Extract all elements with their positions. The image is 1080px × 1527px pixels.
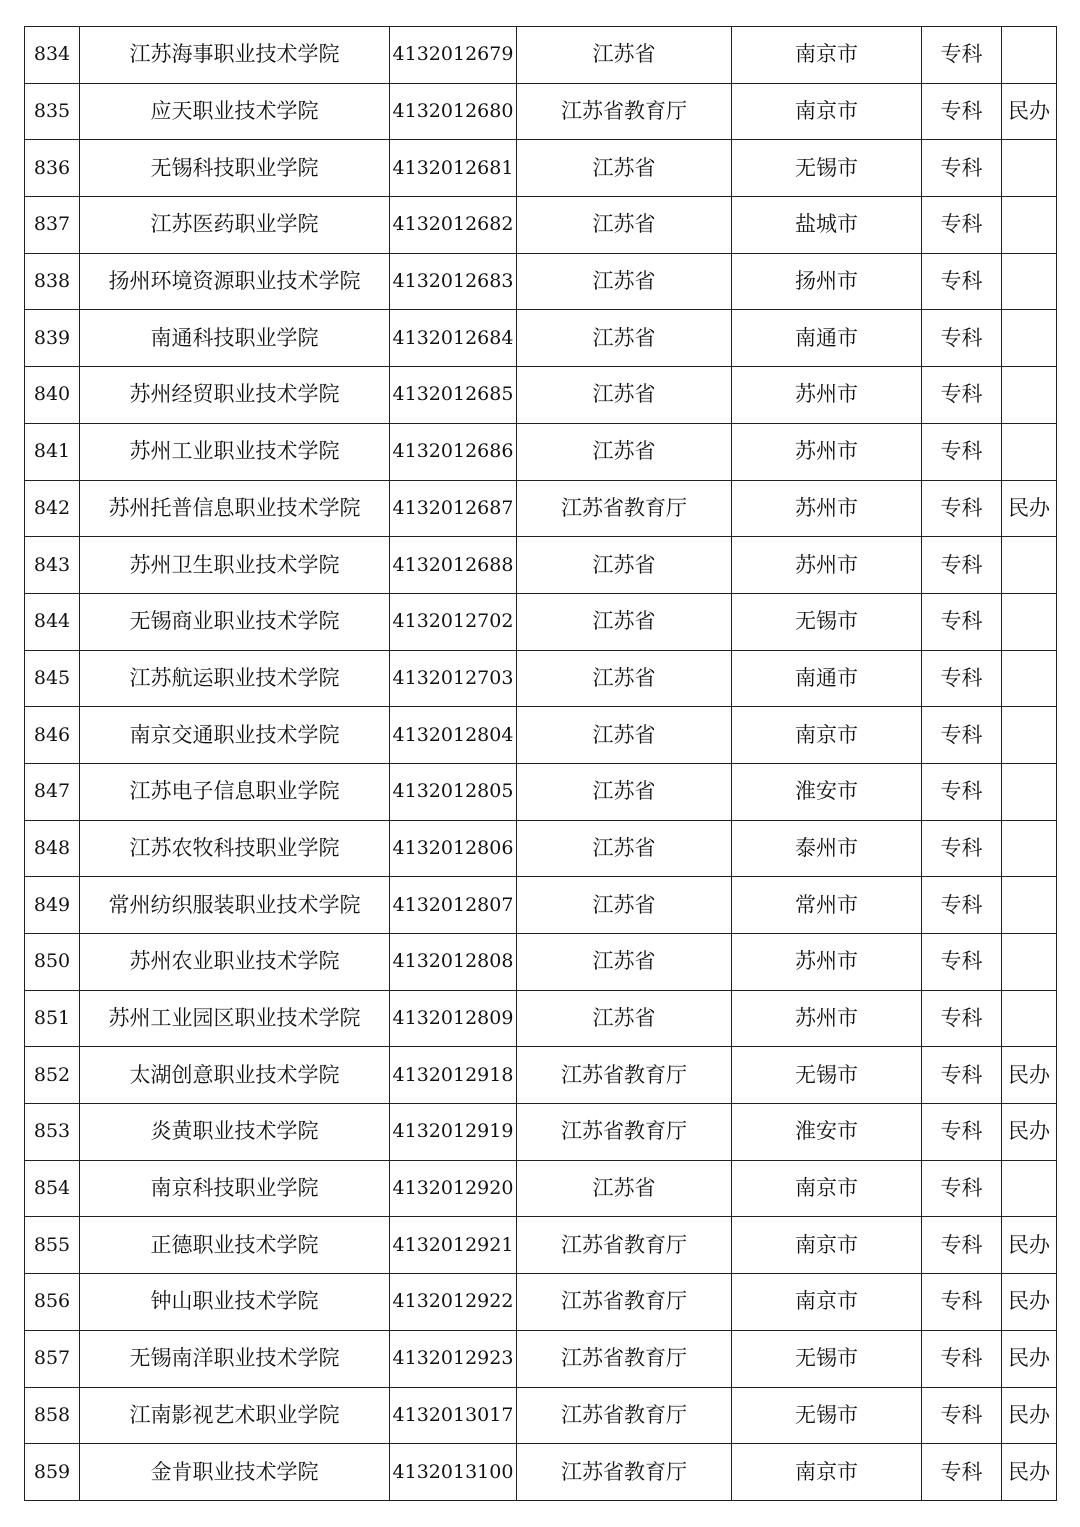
education-level-cell: 专科 (922, 1330, 1002, 1387)
table-row (25, 763, 1057, 820)
institution-name-cell: 江苏电子信息职业学院 (80, 763, 390, 820)
location-city-cell: 南京市 (732, 707, 922, 764)
competent-department-cell: 江苏省教育厅 (517, 1444, 732, 1501)
competent-department-cell: 江苏省教育厅 (517, 1387, 732, 1444)
location-city-cell: 苏州市 (732, 423, 922, 480)
institution-code-cell: 4132013017 (390, 1387, 517, 1444)
location-city-cell: 南京市 (732, 1274, 922, 1331)
competent-department-cell: 江苏省 (517, 820, 732, 877)
location-city-cell: 苏州市 (732, 934, 922, 991)
location-city-cell: 扬州市 (732, 253, 922, 310)
competent-department-cell: 江苏省 (517, 877, 732, 934)
remarks-cell (1002, 423, 1057, 480)
institution-name-cell: 南京科技职业学院 (80, 1160, 390, 1217)
table-row (25, 1274, 1057, 1331)
serial-number-cell: 836 (25, 140, 80, 197)
serial-number-cell: 856 (25, 1274, 80, 1331)
education-level-cell: 专科 (922, 990, 1002, 1047)
competent-department-cell: 江苏省 (517, 310, 732, 367)
location-city-cell: 南京市 (732, 27, 922, 84)
location-city-cell: 无锡市 (732, 1047, 922, 1104)
location-city-cell: 苏州市 (732, 537, 922, 594)
remarks-cell (1002, 310, 1057, 367)
serial-number-cell: 845 (25, 650, 80, 707)
institution-name-cell: 苏州托普信息职业技术学院 (80, 480, 390, 537)
table-row (25, 593, 1057, 650)
remarks-cell: 民办 (1002, 1274, 1057, 1331)
table-row (25, 367, 1057, 424)
competent-department-cell: 江苏省教育厅 (517, 1217, 732, 1274)
competent-department-cell: 江苏省 (517, 197, 732, 254)
table-row (25, 820, 1057, 877)
institution-name-cell: 苏州工业职业技术学院 (80, 423, 390, 480)
remarks-cell (1002, 707, 1057, 764)
location-city-cell: 南京市 (732, 1160, 922, 1217)
competent-department-cell: 江苏省 (517, 593, 732, 650)
remarks-cell (1002, 140, 1057, 197)
institution-code-cell: 4132012679 (390, 27, 517, 84)
serial-number-cell: 857 (25, 1330, 80, 1387)
serial-number-cell: 847 (25, 763, 80, 820)
serial-number-cell: 851 (25, 990, 80, 1047)
institution-code-cell: 4132012922 (390, 1274, 517, 1331)
serial-number-cell: 837 (25, 197, 80, 254)
remarks-cell (1002, 537, 1057, 594)
location-city-cell: 无锡市 (732, 1387, 922, 1444)
education-level-cell: 专科 (922, 1104, 1002, 1161)
institution-code-cell: 4132012806 (390, 820, 517, 877)
remarks-cell (1002, 990, 1057, 1047)
institution-code-cell: 4132012684 (390, 310, 517, 367)
education-level-cell: 专科 (922, 480, 1002, 537)
serial-number-cell: 846 (25, 707, 80, 764)
institution-name-cell: 金肯职业技术学院 (80, 1444, 390, 1501)
competent-department-cell: 江苏省 (517, 934, 732, 991)
education-level-cell: 专科 (922, 763, 1002, 820)
competent-department-cell: 江苏省教育厅 (517, 480, 732, 537)
competent-department-cell: 江苏省教育厅 (517, 83, 732, 140)
education-level-cell: 专科 (922, 1387, 1002, 1444)
competent-department-cell: 江苏省教育厅 (517, 1047, 732, 1104)
remarks-cell: 民办 (1002, 83, 1057, 140)
institution-code-cell: 4132012682 (390, 197, 517, 254)
location-city-cell: 无锡市 (732, 1330, 922, 1387)
institution-code-cell: 4132012920 (390, 1160, 517, 1217)
institution-code-cell: 4132012919 (390, 1104, 517, 1161)
education-level-cell: 专科 (922, 820, 1002, 877)
location-city-cell: 无锡市 (732, 140, 922, 197)
location-city-cell: 淮安市 (732, 763, 922, 820)
table-row (25, 197, 1057, 254)
table-row (25, 537, 1057, 594)
education-level-cell: 专科 (922, 1274, 1002, 1331)
serial-number-cell: 848 (25, 820, 80, 877)
competent-department-cell: 江苏省教育厅 (517, 1330, 732, 1387)
serial-number-cell: 840 (25, 367, 80, 424)
institution-name-cell: 常州纺织服装职业技术学院 (80, 877, 390, 934)
table-row (25, 1387, 1057, 1444)
education-level-cell: 专科 (922, 1444, 1002, 1501)
institution-name-cell: 正德职业技术学院 (80, 1217, 390, 1274)
institution-name-cell: 无锡南洋职业技术学院 (80, 1330, 390, 1387)
serial-number-cell: 842 (25, 480, 80, 537)
table-row (25, 1104, 1057, 1161)
institution-name-cell: 无锡商业职业技术学院 (80, 593, 390, 650)
table-row (25, 1047, 1057, 1104)
serial-number-cell: 841 (25, 423, 80, 480)
remarks-cell: 民办 (1002, 1444, 1057, 1501)
serial-number-cell: 835 (25, 83, 80, 140)
competent-department-cell: 江苏省教育厅 (517, 1104, 732, 1161)
table-row (25, 1330, 1057, 1387)
remarks-cell: 民办 (1002, 1387, 1057, 1444)
competent-department-cell: 江苏省 (517, 1160, 732, 1217)
institution-name-cell: 苏州农业职业技术学院 (80, 934, 390, 991)
table-row (25, 934, 1057, 991)
remarks-cell (1002, 593, 1057, 650)
institution-code-cell: 4132012687 (390, 480, 517, 537)
institution-code-cell: 4132012804 (390, 707, 517, 764)
remarks-cell (1002, 820, 1057, 877)
remarks-cell (1002, 650, 1057, 707)
serial-number-cell: 859 (25, 1444, 80, 1501)
education-level-cell: 专科 (922, 423, 1002, 480)
table-row (25, 140, 1057, 197)
institution-name-cell: 炎黄职业技术学院 (80, 1104, 390, 1161)
education-level-cell: 专科 (922, 253, 1002, 310)
remarks-cell (1002, 253, 1057, 310)
education-level-cell: 专科 (922, 310, 1002, 367)
location-city-cell: 盐城市 (732, 197, 922, 254)
location-city-cell: 常州市 (732, 877, 922, 934)
institution-code-cell: 4132012703 (390, 650, 517, 707)
competent-department-cell: 江苏省 (517, 253, 732, 310)
competent-department-cell: 江苏省 (517, 537, 732, 594)
institutions-table (24, 26, 1057, 1501)
location-city-cell: 南通市 (732, 310, 922, 367)
education-level-cell: 专科 (922, 1217, 1002, 1274)
education-level-cell: 专科 (922, 367, 1002, 424)
institution-name-cell: 南通科技职业学院 (80, 310, 390, 367)
remarks-cell (1002, 763, 1057, 820)
institution-code-cell: 4132012921 (390, 1217, 517, 1274)
competent-department-cell: 江苏省教育厅 (517, 1274, 732, 1331)
table-row (25, 83, 1057, 140)
education-level-cell: 专科 (922, 593, 1002, 650)
document-page (24, 26, 1056, 1501)
competent-department-cell: 江苏省 (517, 990, 732, 1047)
table-row (25, 27, 1057, 84)
competent-department-cell: 江苏省 (517, 763, 732, 820)
competent-department-cell: 江苏省 (517, 367, 732, 424)
location-city-cell: 南京市 (732, 83, 922, 140)
location-city-cell: 淮安市 (732, 1104, 922, 1161)
location-city-cell: 苏州市 (732, 367, 922, 424)
institution-name-cell: 苏州卫生职业技术学院 (80, 537, 390, 594)
education-level-cell: 专科 (922, 1160, 1002, 1217)
institution-name-cell: 太湖创意职业技术学院 (80, 1047, 390, 1104)
education-level-cell: 专科 (922, 707, 1002, 764)
remarks-cell (1002, 1160, 1057, 1217)
institution-name-cell: 无锡科技职业学院 (80, 140, 390, 197)
serial-number-cell: 855 (25, 1217, 80, 1274)
remarks-cell: 民办 (1002, 1217, 1057, 1274)
serial-number-cell: 854 (25, 1160, 80, 1217)
table-row (25, 480, 1057, 537)
serial-number-cell: 834 (25, 27, 80, 84)
institution-name-cell: 江苏航运职业技术学院 (80, 650, 390, 707)
institution-code-cell: 4132012918 (390, 1047, 517, 1104)
table-row (25, 650, 1057, 707)
serial-number-cell: 839 (25, 310, 80, 367)
table-row (25, 310, 1057, 367)
institution-name-cell: 江苏海事职业技术学院 (80, 27, 390, 84)
institution-code-cell: 4132012808 (390, 934, 517, 991)
serial-number-cell: 852 (25, 1047, 80, 1104)
table-row (25, 877, 1057, 934)
serial-number-cell: 850 (25, 934, 80, 991)
institution-code-cell: 4132012923 (390, 1330, 517, 1387)
education-level-cell: 专科 (922, 1047, 1002, 1104)
table-row (25, 1160, 1057, 1217)
location-city-cell: 苏州市 (732, 990, 922, 1047)
competent-department-cell: 江苏省 (517, 27, 732, 84)
remarks-cell: 民办 (1002, 1047, 1057, 1104)
institution-code-cell: 4132012805 (390, 763, 517, 820)
location-city-cell: 南通市 (732, 650, 922, 707)
location-city-cell: 苏州市 (732, 480, 922, 537)
education-level-cell: 专科 (922, 934, 1002, 991)
location-city-cell: 南京市 (732, 1217, 922, 1274)
education-level-cell: 专科 (922, 27, 1002, 84)
institution-name-cell: 应天职业技术学院 (80, 83, 390, 140)
institution-name-cell: 南京交通职业技术学院 (80, 707, 390, 764)
remarks-cell (1002, 934, 1057, 991)
remarks-cell (1002, 877, 1057, 934)
institution-code-cell: 4132012686 (390, 423, 517, 480)
competent-department-cell: 江苏省 (517, 423, 732, 480)
institution-name-cell: 江苏农牧科技职业学院 (80, 820, 390, 877)
institution-code-cell: 4132012683 (390, 253, 517, 310)
table-row (25, 253, 1057, 310)
competent-department-cell: 江苏省 (517, 707, 732, 764)
institution-code-cell: 4132012807 (390, 877, 517, 934)
remarks-cell: 民办 (1002, 1104, 1057, 1161)
institution-code-cell: 4132013100 (390, 1444, 517, 1501)
serial-number-cell: 843 (25, 537, 80, 594)
serial-number-cell: 838 (25, 253, 80, 310)
remarks-cell: 民办 (1002, 1330, 1057, 1387)
education-level-cell: 专科 (922, 877, 1002, 934)
location-city-cell: 南京市 (732, 1444, 922, 1501)
competent-department-cell: 江苏省 (517, 140, 732, 197)
location-city-cell: 无锡市 (732, 593, 922, 650)
education-level-cell: 专科 (922, 650, 1002, 707)
institution-code-cell: 4132012809 (390, 990, 517, 1047)
table-row (25, 1444, 1057, 1501)
remarks-cell (1002, 367, 1057, 424)
table-row (25, 423, 1057, 480)
institution-code-cell: 4132012680 (390, 83, 517, 140)
institution-code-cell: 4132012681 (390, 140, 517, 197)
serial-number-cell: 844 (25, 593, 80, 650)
education-level-cell: 专科 (922, 537, 1002, 594)
education-level-cell: 专科 (922, 197, 1002, 254)
table-row (25, 990, 1057, 1047)
institution-name-cell: 苏州经贸职业技术学院 (80, 367, 390, 424)
competent-department-cell: 江苏省 (517, 650, 732, 707)
institution-code-cell: 4132012702 (390, 593, 517, 650)
institution-name-cell: 苏州工业园区职业技术学院 (80, 990, 390, 1047)
institution-name-cell: 扬州环境资源职业技术学院 (80, 253, 390, 310)
institution-code-cell: 4132012685 (390, 367, 517, 424)
table-row (25, 707, 1057, 764)
table-body (25, 27, 1057, 1501)
location-city-cell: 泰州市 (732, 820, 922, 877)
institution-name-cell: 钟山职业技术学院 (80, 1274, 390, 1331)
serial-number-cell: 858 (25, 1387, 80, 1444)
table-row (25, 1217, 1057, 1274)
remarks-cell: 民办 (1002, 480, 1057, 537)
serial-number-cell: 853 (25, 1104, 80, 1161)
institution-code-cell: 4132012688 (390, 537, 517, 594)
remarks-cell (1002, 27, 1057, 84)
institution-name-cell: 江苏医药职业学院 (80, 197, 390, 254)
institution-name-cell: 江南影视艺术职业学院 (80, 1387, 390, 1444)
education-level-cell: 专科 (922, 83, 1002, 140)
education-level-cell: 专科 (922, 140, 1002, 197)
remarks-cell (1002, 197, 1057, 254)
serial-number-cell: 849 (25, 877, 80, 934)
